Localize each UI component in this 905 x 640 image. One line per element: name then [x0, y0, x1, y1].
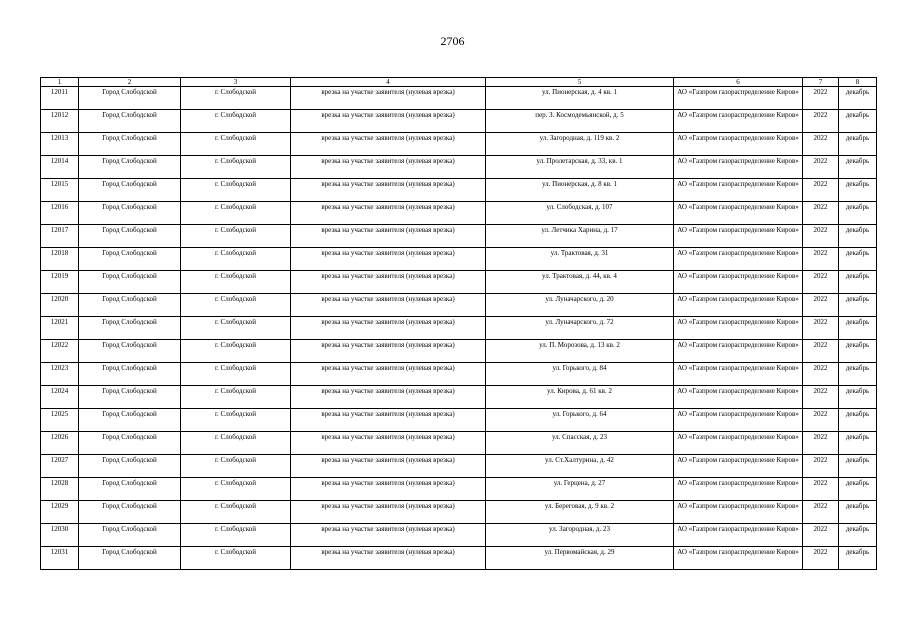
settlement-cell: г. Слободской	[181, 202, 291, 225]
settlement-cell: г. Слободской	[181, 524, 291, 547]
owner-cell: АО «Газпром газораспределение Киров»	[674, 363, 803, 386]
address-cell: ул. Горького, д. 84	[486, 363, 674, 386]
work-type-cell: врезка на участке заявителя (нулевая врезка)	[291, 271, 486, 294]
column-number: 7	[803, 78, 839, 87]
year-cell: 2022	[803, 225, 839, 248]
address-cell: ул. Герцена, д. 27	[486, 478, 674, 501]
table-row	[41, 317, 877, 340]
row-id-cell: 12011	[41, 87, 79, 110]
row-id-cell: 12028	[41, 478, 79, 501]
owner-cell: АО «Газпром газораспределение Киров»	[674, 501, 803, 524]
municipality-cell: Город Слободской	[79, 271, 181, 294]
municipality-cell: Город Слободской	[79, 340, 181, 363]
row-id-cell: 12029	[41, 501, 79, 524]
owner-cell: АО «Газпром газораспределение Киров»	[674, 547, 803, 570]
table-row	[41, 225, 877, 248]
row-id-cell: 12018	[41, 248, 79, 271]
work-type-cell: врезка на участке заявителя (нулевая врезка)	[291, 386, 486, 409]
table-row	[41, 501, 877, 524]
row-id-cell: 12027	[41, 455, 79, 478]
owner-cell: АО «Газпром газораспределение Киров»	[674, 455, 803, 478]
settlement-cell: г. Слободской	[181, 248, 291, 271]
municipality-cell: Город Слободской	[79, 156, 181, 179]
year-cell: 2022	[803, 133, 839, 156]
settlement-cell: г. Слободской	[181, 87, 291, 110]
month-cell: декабрь	[839, 501, 877, 524]
month-cell: декабрь	[839, 110, 877, 133]
work-type-cell: врезка на участке заявителя (нулевая врезка)	[291, 87, 486, 110]
table-row	[41, 363, 877, 386]
table-row	[41, 110, 877, 133]
settlement-cell: г. Слободской	[181, 409, 291, 432]
address-cell: ул. Ст.Халтурина, д. 42	[486, 455, 674, 478]
column-number: 4	[291, 78, 486, 87]
table-row	[41, 133, 877, 156]
settlement-cell: г. Слободской	[181, 432, 291, 455]
row-id-cell: 12030	[41, 524, 79, 547]
table-row	[41, 524, 877, 547]
settlement-cell: г. Слободской	[181, 156, 291, 179]
owner-cell: АО «Газпром газораспределение Киров»	[674, 524, 803, 547]
settlement-cell: г. Слободской	[181, 317, 291, 340]
address-cell: ул. Спасская, д. 23	[486, 432, 674, 455]
settlement-cell: г. Слободской	[181, 478, 291, 501]
owner-cell: АО «Газпром газораспределение Киров»	[674, 409, 803, 432]
address-cell: ул. Кирова, д. 61 кв. 2	[486, 386, 674, 409]
month-cell: декабрь	[839, 524, 877, 547]
column-number: 1	[41, 78, 79, 87]
municipality-cell: Город Слободской	[79, 202, 181, 225]
owner-cell: АО «Газпром газораспределение Киров»	[674, 202, 803, 225]
table-row	[41, 87, 877, 110]
address-cell: ул. Трактовая, д. 44, кв. 4	[486, 271, 674, 294]
owner-cell: АО «Газпром газораспределение Киров»	[674, 248, 803, 271]
owner-cell: АО «Газпром газораспределение Киров»	[674, 156, 803, 179]
year-cell: 2022	[803, 110, 839, 133]
year-cell: 2022	[803, 432, 839, 455]
owner-cell: АО «Газпром газораспределение Киров»	[674, 432, 803, 455]
year-cell: 2022	[803, 386, 839, 409]
settlement-cell: г. Слободской	[181, 225, 291, 248]
settlement-cell: г. Слободской	[181, 455, 291, 478]
work-type-cell: врезка на участке заявителя (нулевая врезка)	[291, 363, 486, 386]
table-row	[41, 156, 877, 179]
year-cell: 2022	[803, 87, 839, 110]
table-row	[41, 294, 877, 317]
municipality-cell: Город Слободской	[79, 432, 181, 455]
work-type-cell: врезка на участке заявителя (нулевая врезка)	[291, 501, 486, 524]
month-cell: декабрь	[839, 340, 877, 363]
month-cell: декабрь	[839, 409, 877, 432]
municipality-cell: Город Слободской	[79, 547, 181, 570]
work-type-cell: врезка на участке заявителя (нулевая врезка)	[291, 432, 486, 455]
table-row	[41, 340, 877, 363]
month-cell: декабрь	[839, 87, 877, 110]
address-cell: ул. Загородная, д. 119 кв. 2	[486, 133, 674, 156]
row-id-cell: 12021	[41, 317, 79, 340]
month-cell: декабрь	[839, 202, 877, 225]
owner-cell: АО «Газпром газораспределение Киров»	[674, 340, 803, 363]
owner-cell: АО «Газпром газораспределение Киров»	[674, 133, 803, 156]
address-cell: ул. Пионерская, д. 8 кв. 1	[486, 179, 674, 202]
settlement-cell: г. Слободской	[181, 110, 291, 133]
address-cell: ул. Пионерская, д. 4 кв. 1	[486, 87, 674, 110]
address-cell: ул. Летчика Харина, д. 17	[486, 225, 674, 248]
work-type-cell: врезка на участке заявителя (нулевая врезка)	[291, 547, 486, 570]
settlement-cell: г. Слободской	[181, 547, 291, 570]
month-cell: декабрь	[839, 271, 877, 294]
month-cell: декабрь	[839, 363, 877, 386]
owner-cell: АО «Газпром газораспределение Киров»	[674, 386, 803, 409]
work-type-cell: врезка на участке заявителя (нулевая врезка)	[291, 110, 486, 133]
address-cell: ул. Загородная, д. 23	[486, 524, 674, 547]
work-type-cell: врезка на участке заявителя (нулевая врезка)	[291, 455, 486, 478]
month-cell: декабрь	[839, 294, 877, 317]
year-cell: 2022	[803, 478, 839, 501]
work-type-cell: врезка на участке заявителя (нулевая врезка)	[291, 202, 486, 225]
work-type-cell: врезка на участке заявителя (нулевая врезка)	[291, 317, 486, 340]
row-id-cell: 12015	[41, 179, 79, 202]
owner-cell: АО «Газпром газораспределение Киров»	[674, 179, 803, 202]
column-number: 8	[839, 78, 877, 87]
owner-cell: АО «Газпром газораспределение Киров»	[674, 110, 803, 133]
municipality-cell: Город Слободской	[79, 524, 181, 547]
year-cell: 2022	[803, 501, 839, 524]
month-cell: декабрь	[839, 547, 877, 570]
table-row	[41, 547, 877, 570]
owner-cell: АО «Газпром газораспределение Киров»	[674, 271, 803, 294]
owner-cell: АО «Газпром газораспределение Киров»	[674, 317, 803, 340]
year-cell: 2022	[803, 202, 839, 225]
municipality-cell: Город Слободской	[79, 248, 181, 271]
row-id-cell: 12022	[41, 340, 79, 363]
month-cell: декабрь	[839, 179, 877, 202]
year-cell: 2022	[803, 156, 839, 179]
row-id-cell: 12023	[41, 363, 79, 386]
municipality-cell: Город Слободской	[79, 409, 181, 432]
year-cell: 2022	[803, 547, 839, 570]
work-type-cell: врезка на участке заявителя (нулевая врезка)	[291, 409, 486, 432]
month-cell: декабрь	[839, 248, 877, 271]
month-cell: декабрь	[839, 478, 877, 501]
municipality-cell: Город Слободской	[79, 225, 181, 248]
settlement-cell: г. Слободской	[181, 386, 291, 409]
table-row	[41, 248, 877, 271]
table-row	[41, 409, 877, 432]
table-row	[41, 432, 877, 455]
year-cell: 2022	[803, 248, 839, 271]
row-id-cell: 12013	[41, 133, 79, 156]
year-cell: 2022	[803, 363, 839, 386]
work-type-cell: врезка на участке заявителя (нулевая врезка)	[291, 294, 486, 317]
municipality-cell: Город Слободской	[79, 133, 181, 156]
year-cell: 2022	[803, 179, 839, 202]
row-id-cell: 12020	[41, 294, 79, 317]
address-cell: пер. З. Космодемьянской, д. 5	[486, 110, 674, 133]
month-cell: декабрь	[839, 455, 877, 478]
year-cell: 2022	[803, 409, 839, 432]
work-type-cell: врезка на участке заявителя (нулевая врезка)	[291, 179, 486, 202]
table-row	[41, 179, 877, 202]
month-cell: декабрь	[839, 156, 877, 179]
municipality-cell: Город Слободской	[79, 317, 181, 340]
month-cell: декабрь	[839, 317, 877, 340]
row-id-cell: 12025	[41, 409, 79, 432]
month-cell: декабрь	[839, 225, 877, 248]
work-type-cell: врезка на участке заявителя (нулевая врезка)	[291, 133, 486, 156]
year-cell: 2022	[803, 294, 839, 317]
column-number: 2	[79, 78, 181, 87]
address-cell: ул. Первомайская, д. 29	[486, 547, 674, 570]
row-id-cell: 12014	[41, 156, 79, 179]
table-row	[41, 455, 877, 478]
year-cell: 2022	[803, 340, 839, 363]
owner-cell: АО «Газпром газораспределение Киров»	[674, 225, 803, 248]
table-row	[41, 202, 877, 225]
row-id-cell: 12024	[41, 386, 79, 409]
year-cell: 2022	[803, 524, 839, 547]
municipality-cell: Город Слободской	[79, 179, 181, 202]
address-cell: ул. Горького, д. 64	[486, 409, 674, 432]
address-cell: ул. Трактовая, д. 31	[486, 248, 674, 271]
column-number: 5	[486, 78, 674, 87]
address-cell: ул. П. Морозова, д. 13 кв. 2	[486, 340, 674, 363]
month-cell: декабрь	[839, 432, 877, 455]
settlement-cell: г. Слободской	[181, 271, 291, 294]
row-id-cell: 12026	[41, 432, 79, 455]
column-number-row	[41, 78, 877, 87]
municipality-cell: Город Слободской	[79, 87, 181, 110]
work-type-cell: врезка на участке заявителя (нулевая врезка)	[291, 248, 486, 271]
settlement-cell: г. Слободской	[181, 133, 291, 156]
address-cell: ул. Пролетарская, д. 33, кв. 1	[486, 156, 674, 179]
municipality-cell: Город Слободской	[79, 455, 181, 478]
table-row	[41, 271, 877, 294]
settlement-cell: г. Слободской	[181, 179, 291, 202]
municipality-cell: Город Слободской	[79, 501, 181, 524]
address-cell: ул. Береговая, д. 9 кв. 2	[486, 501, 674, 524]
owner-cell: АО «Газпром газораспределение Киров»	[674, 87, 803, 110]
row-id-cell: 12031	[41, 547, 79, 570]
year-cell: 2022	[803, 317, 839, 340]
row-id-cell: 12019	[41, 271, 79, 294]
column-number: 3	[181, 78, 291, 87]
work-type-cell: врезка на участке заявителя (нулевая врезка)	[291, 478, 486, 501]
row-id-cell: 12016	[41, 202, 79, 225]
month-cell: декабрь	[839, 133, 877, 156]
row-id-cell: 12017	[41, 225, 79, 248]
owner-cell: АО «Газпром газораспределение Киров»	[674, 478, 803, 501]
work-type-cell: врезка на участке заявителя (нулевая врезка)	[291, 225, 486, 248]
settlement-cell: г. Слободской	[181, 501, 291, 524]
settlement-cell: г. Слободской	[181, 340, 291, 363]
municipality-cell: Город Слободской	[79, 478, 181, 501]
table-row	[41, 478, 877, 501]
column-number: 6	[674, 78, 803, 87]
address-cell: ул. Слободская, д. 107	[486, 202, 674, 225]
owner-cell: АО «Газпром газораспределение Киров»	[674, 294, 803, 317]
municipality-cell: Город Слободской	[79, 386, 181, 409]
data-table	[40, 77, 877, 570]
municipality-cell: Город Слободской	[79, 363, 181, 386]
municipality-cell: Город Слободской	[79, 294, 181, 317]
work-type-cell: врезка на участке заявителя (нулевая врезка)	[291, 156, 486, 179]
work-type-cell: врезка на участке заявителя (нулевая врезка)	[291, 524, 486, 547]
month-cell: декабрь	[839, 386, 877, 409]
work-type-cell: врезка на участке заявителя (нулевая врезка)	[291, 340, 486, 363]
row-id-cell: 12012	[41, 110, 79, 133]
settlement-cell: г. Слободской	[181, 363, 291, 386]
page-number: 2706	[440, 34, 465, 48]
address-cell: ул. Луначарского, д. 20	[486, 294, 674, 317]
year-cell: 2022	[803, 271, 839, 294]
year-cell: 2022	[803, 455, 839, 478]
municipality-cell: Город Слободской	[79, 110, 181, 133]
settlement-cell: г. Слободской	[181, 294, 291, 317]
address-cell: ул. Луначарского, д. 72	[486, 317, 674, 340]
table-row	[41, 386, 877, 409]
